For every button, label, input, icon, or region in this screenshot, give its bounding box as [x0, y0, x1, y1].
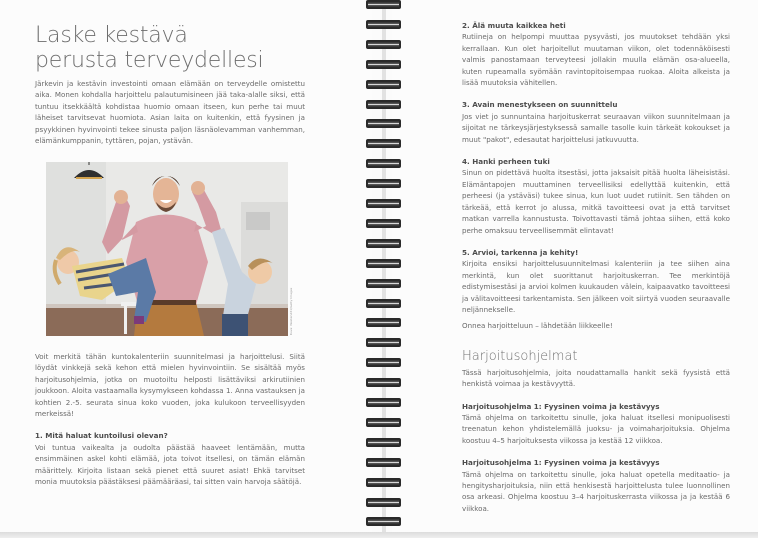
programs-intro: Tässä harjoitusohjelmia, joita noudattamalla hankit sekä fyysistä että henkistä voimaa ja kestävyyttä.: [462, 367, 730, 389]
family-photo: [46, 162, 288, 336]
binding-ring: [366, 20, 401, 29]
program-2-text: Tämä ohjelma on tarkoitettu sinulle, joka haluat opetella meditaatio- ja hengitysharjoituksia, niin että henkisestä harjoittelusta tulee luonnollinen osa arkeasi. Ohjelma koostuu 3–4 harjoituskerrasta viikossa ja ja kestää 6 viikkoa.: [462, 469, 730, 513]
binding-ring: [366, 398, 401, 407]
photo-credit: Kuva: Westend61/Getty Images: [289, 287, 293, 335]
binding-ring: [366, 40, 401, 49]
right-column: [462, 20, 730, 514]
binding-ring: [366, 80, 401, 89]
binding-ring: [366, 0, 401, 9]
binding-ring: [366, 219, 401, 228]
binding-ring: [366, 458, 401, 467]
binding-ring: [366, 378, 401, 387]
binding-ring: [366, 259, 401, 268]
photo-illustration: [46, 162, 288, 336]
title-line-2: perusta terveydellesi: [35, 48, 264, 73]
binding-ring: [366, 338, 401, 347]
intro-text: Järkevin ja kestävin investointi omaan elämään on terveydelle omistettu aika. Monen kohdalla harjoittelu palautumisineen jää taka-alalle siksi, että tuntuu itsekkäältä kohdistaa huomio omaan itseen, kun perhe tai muut läheiset tarvitsevat huomiota. Asian laita on kuitenkin, että fyysinen ja psyykkinen hyvinvointi tekee sinusta paljon läsnäolevamman vanhemman, elämänkumppanin, tyttären, pojan, ystävän.: [35, 79, 305, 146]
program-2-heading: Harjoitusohjelma 1: Fyysinen voima ja kestävyys: [462, 458, 660, 468]
binding-ring: [366, 299, 401, 308]
section-3-text: Jos viet jo sunnuntaina harjoituskerrat seuraavan viikon suunnitelmaan ja sijoitat ne tärkeysjärjestyksessä samalle tasolle kuin tärkeät kokoukset ja muut "pakot", edesautat harjoittelusi jatkuvuutta.: [462, 111, 730, 144]
binding-ring: [366, 279, 401, 288]
section-2-text: Rutiineja on helpompi muuttaa pysyvästi, jos muutokset tehdään yksi kerrallaan. Kun olet harjoitellut muutaman viikon, olet todennäköisesti valmis panostamaan terveyteesi jollakin muulla elämän osa-alueella, kuten rupeamalla syömään ravintopitoisempaa ruokaa. Aloita alkeista ja lisää muutoksia vähitellen.: [462, 32, 730, 88]
binding-ring: [366, 100, 401, 109]
section-2-heading: 2. Älä muuta kaikkea heti: [462, 21, 566, 30]
calendar-intro-text: Voit merkitä tähän kuntokalenteriin suunnitelmasi ja harjoittelusi. Siitä löydät vinkkejä sekä kehon että mielen hyvinvointiin. Se sisältää myös harjoitusohjelmia, jotka on muotoiltu helposti lisättäviksi arkirutiinien joukkoon. Aloita vastaamalla kysymykseen kohdassa 1. Anna vastauksen ja kohtien 2.-5. seurata sinua koko vuoden, joka kulukoon terveellisyyden merkeissä!: [35, 352, 305, 419]
binding-ring: [366, 318, 401, 327]
calendar-intro-block: [35, 351, 305, 487]
binding-ring: [366, 438, 401, 447]
section-4-text: Sinun on pidettävä huolta itsestäsi, jotta jaksaisit pitää huolta läheisistäsi. Elämäntapojen muuttaminen terveellisiksi edellyttää kuitenkin, että perheesi (ja ystäväsi) tukee sinua, kun luot uudet rutiinit. Sen tähden on tärkeää, että kerrot jo alussa, mitkä tavoitteesi ovat ja että tarvitset matkan varrella kannustusta. Toivottavasti tämä johtaa siihen, että koko perhe omaksuu terveellisemmät elintavat!: [462, 168, 730, 235]
programs-title: Harjoitusohjelmat: [462, 348, 578, 364]
title-line-1: Laske kestävä: [35, 23, 188, 48]
binding-ring: [366, 478, 401, 487]
page-title: [35, 23, 263, 73]
binding-ring: [366, 239, 401, 248]
binding-ring: [366, 517, 401, 526]
binding-ring: [366, 179, 401, 188]
page-bottom-edge: [0, 532, 758, 538]
binding-ring: [366, 418, 401, 427]
binding-ring: [366, 358, 401, 367]
section-5-heading: 5. Arvioi, tarkenna ja kehity!: [462, 247, 579, 257]
program-1-heading: Harjoitusohjelma 1: Fyysinen voima ja kestävyys: [462, 401, 660, 411]
binding-ring: [366, 119, 401, 128]
binding-ring: [366, 159, 401, 168]
section-3-heading: 3. Avain menestykseen on suunnittelu: [462, 100, 618, 110]
binding-ring: [366, 199, 401, 208]
binding-ring: [366, 60, 401, 69]
closing-line: Onnea harjoitteluun – lähdetään liikkeelle!: [462, 321, 613, 331]
section-5-text: Kirjoita ensiksi harjoittelusuunnitelmasi kalenteriin ja tee siihen aina merkintä, kun olet suorittanut harjoituskerran. Tee merkintöjä edistymisestäsi ja arvioi kolmen kuukauden välein, kaipaavatko tavoitteesi ja välitavoitteesi tarkentamista. Sen jälkeen voit siirtyä vuoden seuraavalle neljännekselle.: [462, 259, 730, 314]
section-4-heading: 4. Hanki perheen tuki: [462, 157, 550, 167]
program-1-text: Tämä ohjelma on tarkoitettu sinulle, joka haluat itsellesi monipuolisesti treenatun kehon yhdistelemällä juoksu- ja voimaharjoituksia. Ohjelma koostuu 4–5 harjoituksesta viikossa ja kestää 12 viikkoa.: [462, 412, 730, 445]
binding-ring: [366, 139, 401, 148]
intro-paragraph: [35, 78, 305, 146]
binding-ring: [366, 498, 401, 507]
section-1-heading: 1. Mitä haluat kuntoilusi olevan?: [35, 431, 168, 441]
section-1-text: Voi tuntua vaikealta ja oudolta päästää haaveet lentämään, mutta ensimmäinen askel kohti elämää, jota toivot itsellesi, on tämän elämän määrittely. Kirjoita listaan sekä pienet että suuret asiat! Ehkä tarvitset monia muutoksia päästäksesi päämääräasi, tai sitten vain harvoja säätöjä.: [35, 442, 305, 487]
